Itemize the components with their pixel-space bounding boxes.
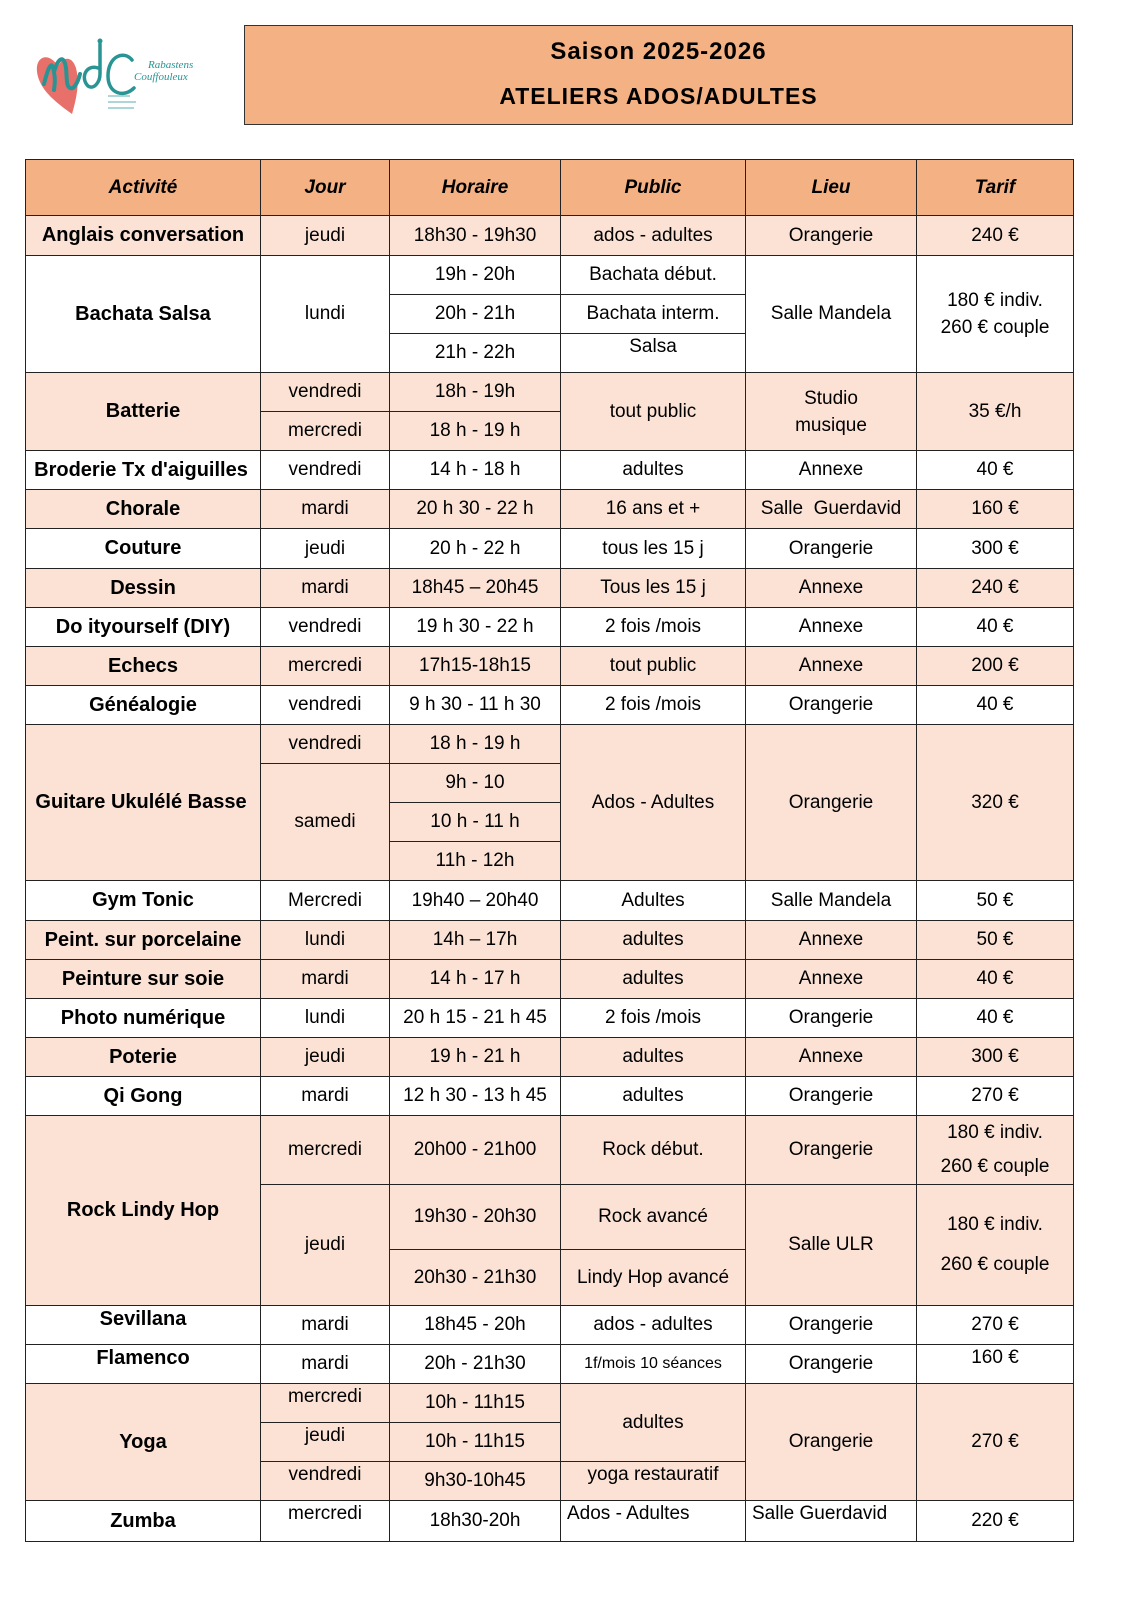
column-header: Horaire xyxy=(390,160,561,216)
table-row xyxy=(26,256,1074,295)
price-cell: 240 € xyxy=(917,569,1074,608)
place-cell: Salle ULR xyxy=(746,1185,917,1306)
activity-cell: Peinture sur soie xyxy=(26,960,261,999)
time-cell: 9h - 10 xyxy=(390,764,561,803)
time-cell: 20h00 - 21h00 xyxy=(390,1116,561,1185)
day-cell: mercredi xyxy=(261,647,390,686)
table-row xyxy=(26,1501,1074,1542)
activity-cell: Bachata Salsa xyxy=(26,256,261,373)
time-cell: 18h - 19h xyxy=(390,373,561,412)
title-box xyxy=(244,25,1073,125)
price-cell: 200 € xyxy=(917,647,1074,686)
public-cell: adultes xyxy=(561,960,746,999)
price-cell: 270 € xyxy=(917,1306,1074,1345)
day-cell: samedi xyxy=(261,764,390,881)
table-row xyxy=(26,1077,1074,1116)
public-cell: adultes xyxy=(561,451,746,490)
public-cell: adultes xyxy=(561,1077,746,1116)
day-cell: Mercredi xyxy=(261,881,390,921)
place-cell: Orangerie xyxy=(746,1306,917,1345)
table-row xyxy=(26,1345,1074,1384)
time-cell: 19h30 - 20h30 xyxy=(390,1185,561,1250)
price-cell xyxy=(917,1185,1074,1306)
day-cell: jeudi xyxy=(261,1423,390,1462)
column-header: Activité xyxy=(26,160,261,216)
time-cell: 10h - 11h15 xyxy=(390,1423,561,1462)
table-row xyxy=(26,999,1074,1038)
activity-cell: Chorale xyxy=(26,490,261,529)
place-cell: Orangerie xyxy=(746,1116,917,1185)
day-cell: vendredi xyxy=(261,608,390,647)
activity-cell: Dessin xyxy=(26,569,261,608)
place-cell xyxy=(746,373,917,451)
time-cell: 20h - 21h30 xyxy=(390,1345,561,1384)
place-cell: Annexe xyxy=(746,647,917,686)
price-cell: 40 € xyxy=(917,686,1074,725)
place-cell: Orangerie xyxy=(746,1345,917,1384)
table-row xyxy=(26,960,1074,999)
table-row xyxy=(26,1038,1074,1077)
price-line: 180 € indiv. xyxy=(947,1214,1043,1235)
day-cell: jeudi xyxy=(261,1038,390,1077)
time-cell: 14 h - 17 h xyxy=(390,960,561,999)
time-cell: 10h - 11h15 xyxy=(390,1384,561,1423)
table-row xyxy=(26,921,1074,960)
table-row xyxy=(26,647,1074,686)
time-cell: 12 h 30 - 13 h 45 xyxy=(390,1077,561,1116)
place-line: musique xyxy=(795,414,867,436)
time-cell: 19h40 – 20h40 xyxy=(390,881,561,921)
day-cell: mardi xyxy=(261,569,390,608)
table-row xyxy=(26,451,1074,490)
time-cell: 18h45 – 20h45 xyxy=(390,569,561,608)
price-cell: 300 € xyxy=(917,1038,1074,1077)
table-row xyxy=(26,216,1074,256)
time-cell: 14h – 17h xyxy=(390,921,561,960)
day-cell: mardi xyxy=(261,490,390,529)
place-cell: Annexe xyxy=(746,921,917,960)
price-cell: 50 € xyxy=(917,881,1074,921)
price-cell: 40 € xyxy=(917,608,1074,647)
day-cell: vendredi xyxy=(261,725,390,764)
public-cell: Lindy Hop avancé xyxy=(561,1250,746,1306)
price-cell: 40 € xyxy=(917,451,1074,490)
place-cell: Annexe xyxy=(746,960,917,999)
public-cell: Bachata interm. xyxy=(561,295,746,334)
season-title: Saison 2025-2026 xyxy=(550,38,767,65)
table-row xyxy=(26,373,1074,412)
time-cell: 18h30-20h xyxy=(390,1501,561,1542)
section-title: ATELIERS ADOS/ADULTES xyxy=(499,83,818,109)
time-cell: 19 h 30 - 22 h xyxy=(390,608,561,647)
day-cell: mercredi xyxy=(261,1116,390,1185)
day-cell: mardi xyxy=(261,1077,390,1116)
place-cell: Annexe xyxy=(746,569,917,608)
table-row xyxy=(26,608,1074,647)
price-cell: 160 € xyxy=(917,1345,1074,1384)
price-line: 180 € indiv. xyxy=(947,290,1043,311)
price-line: 260 € couple xyxy=(940,317,1050,338)
activity-cell: Yoga xyxy=(26,1384,261,1501)
day-cell: mercredi xyxy=(261,412,390,451)
day-cell: lundi xyxy=(261,921,390,960)
day-cell: vendredi xyxy=(261,373,390,412)
public-cell: tous les 15 j xyxy=(561,529,746,569)
price-line: 260 € couple xyxy=(940,1156,1050,1177)
place-cell: Salle Mandela xyxy=(746,881,917,921)
logo-name-line1: Rabastens xyxy=(148,59,194,71)
day-cell: lundi xyxy=(261,256,390,373)
activity-cell: Flamenco xyxy=(26,1345,261,1384)
table-row xyxy=(26,529,1074,569)
public-cell: Tous les 15 j xyxy=(561,569,746,608)
schedule-table xyxy=(25,159,1074,1542)
place-cell: Orangerie xyxy=(746,1384,917,1501)
time-cell: 20h30 - 21h30 xyxy=(390,1250,561,1306)
time-cell: 21h - 22h xyxy=(390,334,561,373)
day-cell: mardi xyxy=(261,1306,390,1345)
table-header-row xyxy=(26,160,1074,216)
day-cell: jeudi xyxy=(261,529,390,569)
place-cell: Salle Mandela xyxy=(746,256,917,373)
price-cell xyxy=(917,1116,1074,1185)
time-cell: 19 h - 21 h xyxy=(390,1038,561,1077)
table-row xyxy=(26,725,1074,764)
day-cell: mercredi xyxy=(261,1501,390,1542)
place-cell: Annexe xyxy=(746,451,917,490)
day-cell: vendredi xyxy=(261,686,390,725)
time-cell: 18h45 - 20h xyxy=(390,1306,561,1345)
price-cell: 50 € xyxy=(917,921,1074,960)
activity-cell: Rock Lindy Hop xyxy=(26,1116,261,1306)
place-cell: Orangerie xyxy=(746,1077,917,1116)
activity-cell: Do ityourself (DIY) xyxy=(26,608,261,647)
public-cell: Salsa xyxy=(561,334,746,373)
time-cell: 20h - 21h xyxy=(390,295,561,334)
public-cell: Ados - Adultes xyxy=(561,1501,746,1542)
activity-cell: Zumba xyxy=(26,1501,261,1542)
column-header: Lieu xyxy=(746,160,917,216)
public-cell: adultes xyxy=(561,1384,746,1462)
price-cell xyxy=(917,256,1074,373)
public-cell: Rock début. xyxy=(561,1116,746,1185)
place-line: Studio xyxy=(804,387,858,409)
public-cell: ados - adultes xyxy=(561,216,746,256)
price-cell: 35 €/h xyxy=(917,373,1074,451)
price-cell: 220 € xyxy=(917,1501,1074,1542)
time-cell: 18h30 - 19h30 xyxy=(390,216,561,256)
day-cell: jeudi xyxy=(261,1185,390,1306)
price-cell: 240 € xyxy=(917,216,1074,256)
table-row xyxy=(26,1306,1074,1345)
public-cell: tout public xyxy=(561,373,746,451)
logo-name-line2: Couffouleux xyxy=(134,71,188,83)
price-cell: 40 € xyxy=(917,960,1074,999)
place-cell: Salle Guerdavid xyxy=(746,490,917,529)
time-cell: 20 h - 22 h xyxy=(390,529,561,569)
time-cell: 10 h - 11 h xyxy=(390,803,561,842)
time-cell: 20 h 30 - 22 h xyxy=(390,490,561,529)
column-header: Tarif xyxy=(917,160,1074,216)
price-cell: 160 € xyxy=(917,490,1074,529)
day-cell: vendredi xyxy=(261,1462,390,1501)
price-cell: 300 € xyxy=(917,529,1074,569)
price-cell: 270 € xyxy=(917,1077,1074,1116)
activity-cell: Batterie xyxy=(26,373,261,451)
activity-cell: Généalogie xyxy=(26,686,261,725)
public-cell: 2 fois /mois xyxy=(561,686,746,725)
place-cell: Orangerie xyxy=(746,529,917,569)
public-cell: 1f/mois 10 séances xyxy=(561,1345,746,1384)
day-cell: mardi xyxy=(261,960,390,999)
activity-cell: Qi Gong xyxy=(26,1077,261,1116)
time-cell: 9h30-10h45 xyxy=(390,1462,561,1501)
public-cell: 2 fois /mois xyxy=(561,999,746,1038)
day-cell: vendredi xyxy=(261,451,390,490)
activity-cell: Guitare Ukulélé Basse xyxy=(26,725,261,881)
time-cell: 18 h - 19 h xyxy=(390,412,561,451)
place-cell: Orangerie xyxy=(746,725,917,881)
public-cell: adultes xyxy=(561,921,746,960)
place-cell: Annexe xyxy=(746,608,917,647)
public-cell: Rock avancé xyxy=(561,1185,746,1250)
place-cell: Orangerie xyxy=(746,686,917,725)
place-cell: Orangerie xyxy=(746,999,917,1038)
activity-cell: Photo numérique xyxy=(26,999,261,1038)
activity-cell: Broderie Tx d'aiguilles xyxy=(26,451,261,490)
price-cell: 320 € xyxy=(917,725,1074,881)
public-cell: Adultes xyxy=(561,881,746,921)
day-cell: jeudi xyxy=(261,216,390,256)
table-row xyxy=(26,569,1074,608)
price-cell: 270 € xyxy=(917,1384,1074,1501)
activity-cell: Peint. sur porcelaine xyxy=(26,921,261,960)
place-cell: Annexe xyxy=(746,1038,917,1077)
table-row xyxy=(26,490,1074,529)
time-cell: 17h15-18h15 xyxy=(390,647,561,686)
day-cell: lundi xyxy=(261,999,390,1038)
public-cell: Bachata début. xyxy=(561,256,746,295)
table-row xyxy=(26,1116,1074,1185)
activity-cell: Poterie xyxy=(26,1038,261,1077)
day-cell: mardi xyxy=(261,1345,390,1384)
public-cell: adultes xyxy=(561,1038,746,1077)
activity-cell: Couture xyxy=(26,529,261,569)
place-cell: Orangerie xyxy=(746,216,917,256)
column-header: Jour xyxy=(261,160,390,216)
public-cell: ados - adultes xyxy=(561,1306,746,1345)
price-cell: 40 € xyxy=(917,999,1074,1038)
table-row xyxy=(26,1384,1074,1423)
time-cell: 18 h - 19 h xyxy=(390,725,561,764)
table-row xyxy=(26,881,1074,921)
public-cell: Ados - Adultes xyxy=(561,725,746,881)
public-cell: 2 fois /mois xyxy=(561,608,746,647)
time-cell: 11h - 12h xyxy=(390,842,561,881)
table-row xyxy=(26,686,1074,725)
activity-cell: Anglais conversation xyxy=(26,216,261,256)
activity-cell: Sevillana xyxy=(26,1306,261,1345)
public-cell: 16 ans et + xyxy=(561,490,746,529)
price-line: 180 € indiv. xyxy=(947,1122,1043,1143)
column-header: Public xyxy=(561,160,746,216)
activity-cell: Gym Tonic xyxy=(26,881,261,921)
price-line: 260 € couple xyxy=(940,1254,1050,1275)
place-cell: Salle Guerdavid xyxy=(746,1501,917,1542)
time-cell: 14 h - 18 h xyxy=(390,451,561,490)
public-cell: yoga restauratif xyxy=(561,1462,746,1501)
public-cell: tout public xyxy=(561,647,746,686)
time-cell: 19h - 20h xyxy=(390,256,561,295)
day-cell: mercredi xyxy=(261,1384,390,1423)
time-cell: 9 h 30 - 11 h 30 xyxy=(390,686,561,725)
time-cell: 20 h 15 - 21 h 45 xyxy=(390,999,561,1038)
mdc-logo xyxy=(36,38,231,118)
activity-cell: Echecs xyxy=(26,647,261,686)
